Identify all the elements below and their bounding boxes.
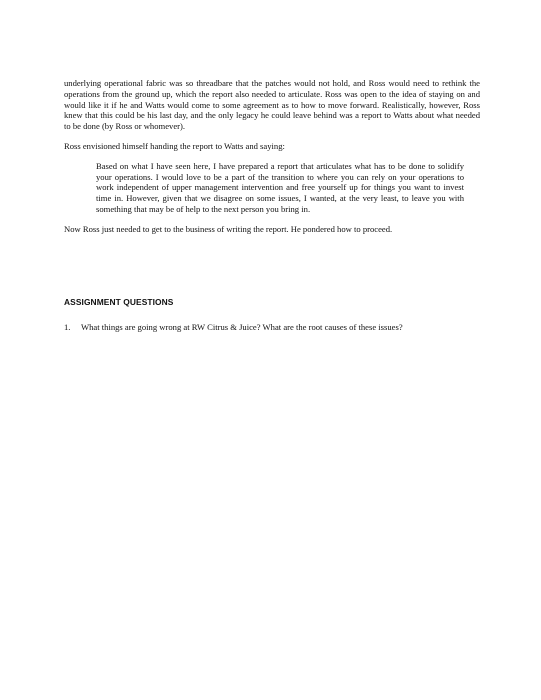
question-number: 1. — [64, 322, 71, 332]
block-quote: Based on what I have seen here, I have prepared a report that articulates what has to be done to solidify your operations. I would love to be a part of the transition to where you can rely on your operations to work independent of upper management intervention and free yourself up for things you want to invest time in. However, given that we disagree on some issues, I wanted, at the very least, to leave you with something that may be of help to the next person you bring in. — [96, 160, 464, 214]
case-narrative — [64, 78, 480, 235]
paragraph-report-context: underlying operational fabric was so threadbare that the patches would not hold, and Ross would need to rethink the operations from the ground up, which the report also needed to articulate. Ross was open to the idea of staying on and would like it if he and Watts would come to some agreement as to how to move forward. Realistically, however, Ross knew that this could be his last day, and the only legacy he could leave behind was a report to Watts about what needed to be done (by Ross or whomever). — [64, 78, 480, 132]
paragraph-envisioned: Ross envisioned himself handing the report to Watts and saying: — [64, 140, 285, 151]
paragraph-next-step: Now Ross just needed to get to the business of writing the report. He pondered how to proceed. — [64, 223, 393, 234]
question-item — [64, 322, 480, 333]
question-text: What things are going wrong at RW Citrus & Juice? What are the root causes of these issues? — [81, 322, 403, 332]
section-heading-assignment-questions: ASSIGNMENT QUESTIONS — [64, 297, 174, 307]
